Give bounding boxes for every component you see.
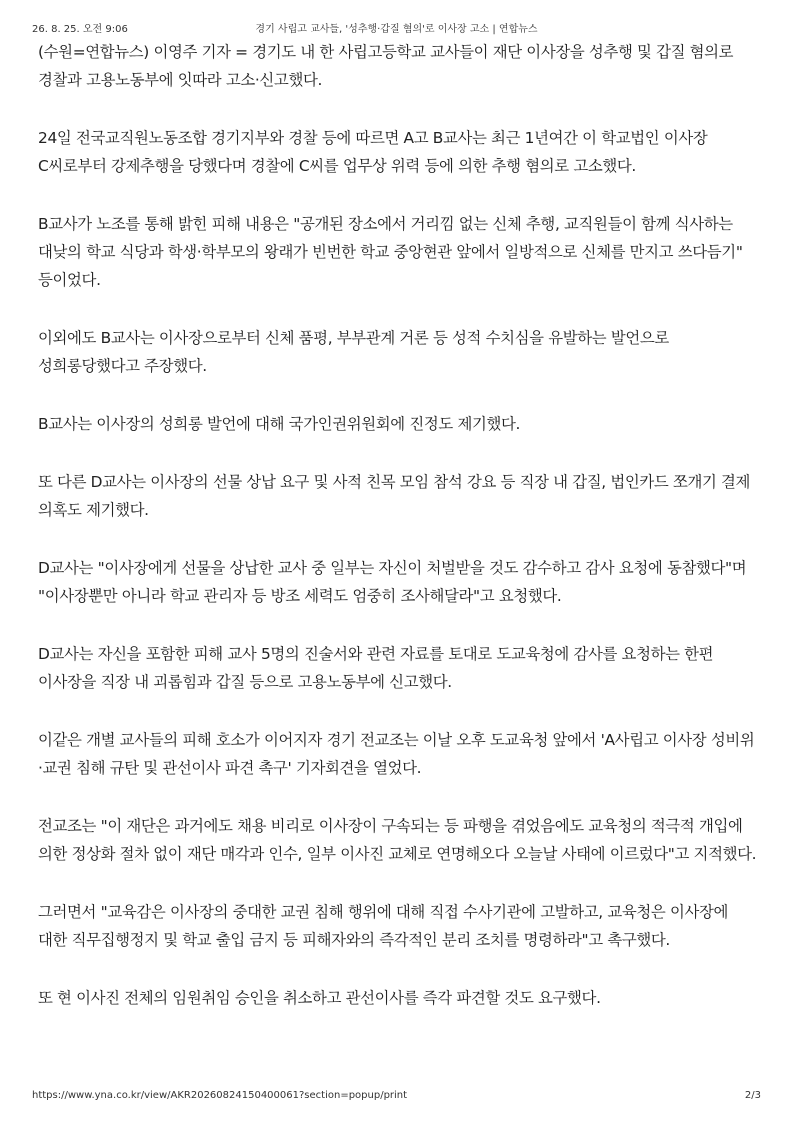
article-body [38, 38, 758, 1042]
article-paragraph: 이외에도 B교사는 이사장으로부터 신체 품평, 부부관계 거론 등 성적 수치심을 유발하는 발언으로 성희롱당했다고 주장했다. [38, 329, 669, 375]
article-paragraph: D교사는 "이사장에게 선물을 상납한 교사 중 일부는 자신이 처벌받을 것도 감수하고 감사 요청에 동참했다"며 "이사장뿐만 아니라 학교 관리자 등 방조 세력도 엄중히 조사해달라"고 요청했다. [38, 559, 747, 605]
print-footer [32, 1090, 761, 1106]
article-paragraph: (수원=연합뉴스) 이영주 기자 = 경기도 내 한 사립고등학교 교사들이 재단 이사장을 성추행 및 갑질 혐의로 경찰과 고용노동부에 잇따라 고소·신고했다. [38, 43, 734, 89]
article-paragraph: B교사가 노조를 통해 밝힌 피해 내용은 "공개된 장소에서 거리낌 없는 신체 추행, 교직원들이 함께 식사하는 대낮의 학교 식당과 학생·학부모의 왕래가 빈번한 학교 중앙현관 앞에서 일방적으로 신체를 만지고 쓰다듬기" 등이었다. [38, 215, 743, 289]
article-paragraph: 이같은 개별 교사들의 피해 호소가 이어지자 경기 전교조는 이날 오후 도교육청 앞에서 'A사립고 이사장 성비위·교권 침해 규탄 및 관선이사 파견 촉구' 기자회견을 열었다. [38, 731, 755, 777]
article-paragraph: D교사는 자신을 포함한 피해 교사 5명의 진술서와 관련 자료를 토대로 도교육청에 감사를 요청하는 한편 이사장을 직장 내 괴롭힘과 갑질 등으로 고용노동부에 신고했다. [38, 645, 714, 691]
article-paragraph: B교사는 이사장의 성희롱 발언에 대해 국가인권위원회에 진정도 제기했다. [38, 415, 521, 433]
article-paragraph: 24일 전국교직원노동조합 경기지부와 경찰 등에 따르면 A고 B교사는 최근 1년여간 이 학교법인 이사장 C씨로부터 강제추행을 당했다며 경찰에 C씨를 업무상 위력 등에 의한 추행 혐의로 고소했다. [38, 129, 708, 175]
article-paragraph: 또 다른 D교사는 이사장의 선물 상납 요구 및 사적 친목 모임 참석 강요 등 직장 내 갑질, 법인카드 쪼개기 결제 의혹도 제기했다. [38, 473, 751, 519]
print-datetime: 26. 8. 25. 오전 9:06 [32, 24, 128, 35]
print-url: https://www.yna.co.kr/view/AKR20260824150400061?section=popup/print [32, 1090, 408, 1101]
print-page-title: 경기 사립고 교사들, '성추행·갑질 혐의'로 이사장 고소 | 연합뉴스 [255, 24, 538, 35]
article-paragraph: 또 현 이사진 전체의 임원취임 승인을 취소하고 관선이사를 즉각 파견할 것도 요구했다. [38, 989, 601, 1007]
article-paragraph: 그러면서 "교육감은 이사장의 중대한 교권 침해 행위에 대해 직접 수사기관에 고발하고, 교육청은 이사장에 대한 직무집행정지 및 학교 출입 금지 등 피해자와의 즉각적인 분리 조치를 명령하라"고 촉구했다. [38, 903, 729, 949]
print-header [32, 20, 761, 36]
page-number: 2/3 [744, 1090, 761, 1101]
article-paragraph: 전교조는 "이 재단은 과거에도 채용 비리로 이사장이 구속되는 등 파행을 겪었음에도 교육청의 적극적 개입에 의한 정상화 절차 없이 재단 매각과 인수, 일부 이사진 교체로 연명해오다 오늘날 사태에 이르렀다"고 지적했다. [38, 817, 757, 863]
